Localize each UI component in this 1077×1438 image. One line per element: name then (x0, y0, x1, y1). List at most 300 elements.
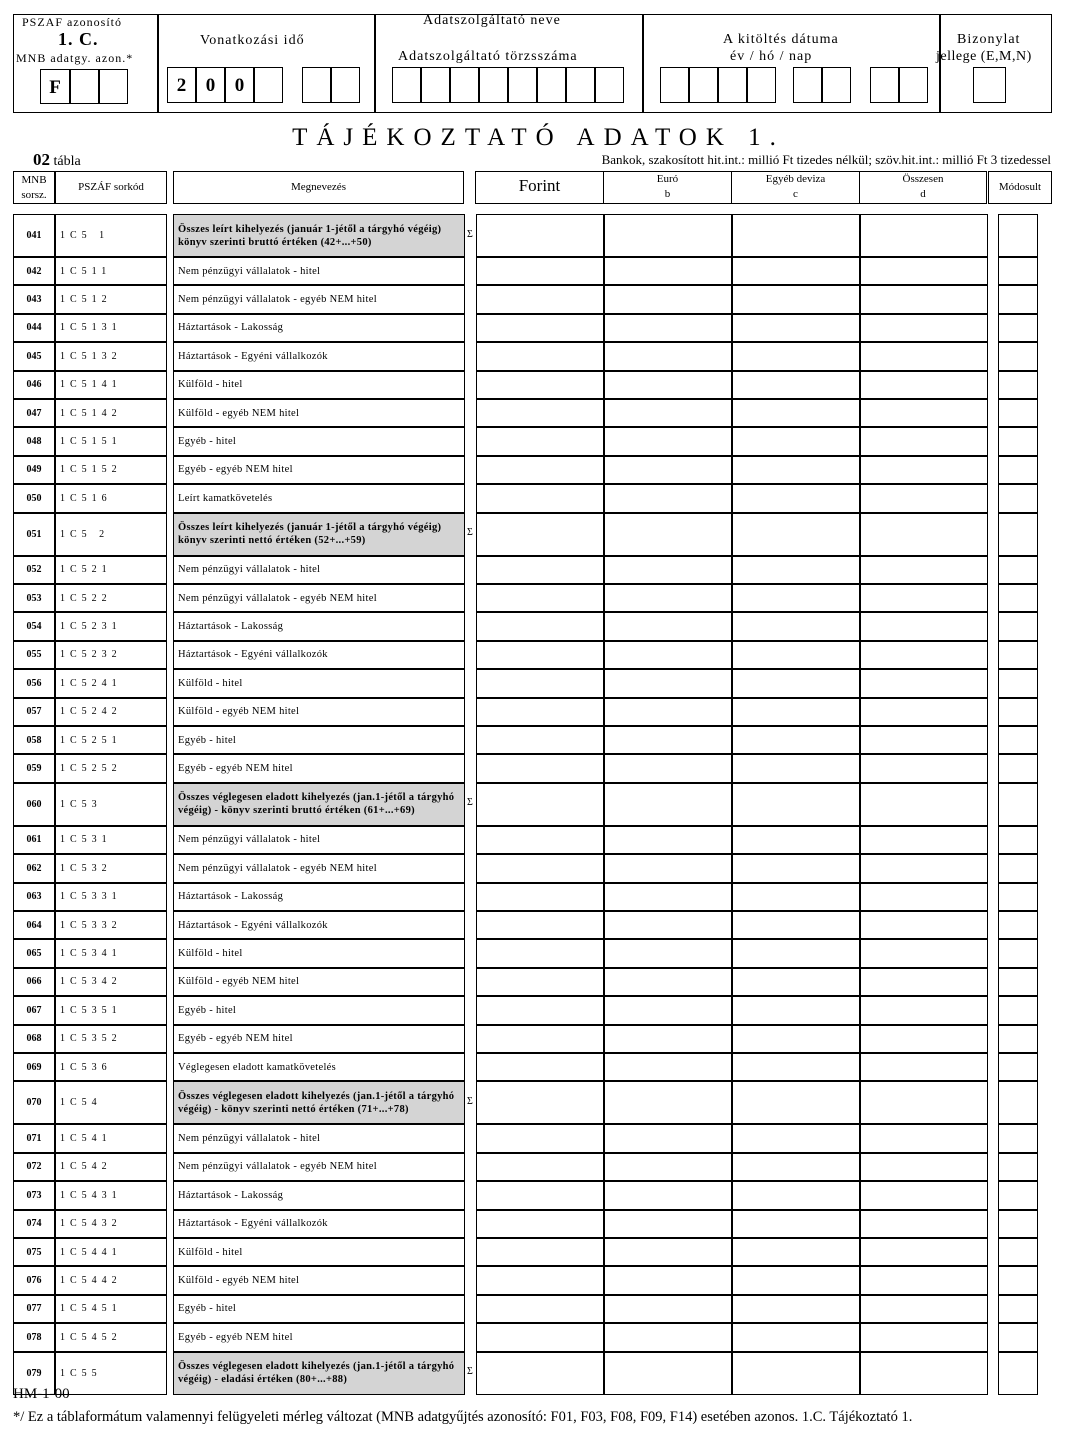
value-cell-other[interactable] (732, 1238, 860, 1266)
modified-cell[interactable] (998, 1025, 1038, 1053)
value-cell-other[interactable] (732, 1266, 860, 1294)
value-cell-euro[interactable] (604, 556, 732, 584)
value-cell-total[interactable] (860, 285, 988, 313)
value-cell-total[interactable] (860, 939, 988, 967)
value-cell-total[interactable] (860, 1238, 988, 1266)
value-cell-total[interactable] (860, 698, 988, 726)
value-cell-forint[interactable] (476, 314, 604, 342)
value-cell-euro[interactable] (604, 513, 732, 556)
value-cell-other[interactable] (732, 1124, 860, 1152)
value-cell-euro[interactable] (604, 911, 732, 939)
value-cell-euro[interactable] (604, 456, 732, 484)
row-pszaf-code: 1C5351 (55, 996, 167, 1024)
modified-cell[interactable] (998, 1124, 1038, 1152)
row-pszaf-code: 1C5342 (55, 968, 167, 996)
value-cell-other[interactable] (732, 669, 860, 697)
modified-cell[interactable] (998, 726, 1038, 754)
modified-cell[interactable] (998, 754, 1038, 782)
value-cell-euro[interactable] (604, 612, 732, 640)
col-header-name: Megnevezés (173, 171, 464, 204)
modified-cell[interactable] (998, 257, 1038, 285)
value-cell-forint[interactable] (476, 371, 604, 399)
row-mnb-number: 053 (13, 584, 55, 612)
value-cell-other[interactable] (732, 1323, 860, 1351)
value-cell-forint[interactable] (476, 1266, 604, 1294)
row-pszaf-code: 1C516 (55, 484, 167, 512)
month-digit-2[interactable] (331, 67, 360, 103)
doc-type-label: Bizonylat (957, 32, 1021, 47)
doc-type-cell[interactable] (973, 67, 1006, 103)
row-name: Külföld - hitel (173, 371, 465, 399)
value-cell-total[interactable] (860, 314, 988, 342)
value-cell-forint[interactable] (476, 399, 604, 427)
row-pszaf-code: 1C536 (55, 1053, 167, 1081)
value-cell-euro[interactable] (604, 641, 732, 669)
modified-cell[interactable] (998, 669, 1038, 697)
value-cell-other[interactable] (732, 1025, 860, 1053)
value-cell-forint[interactable] (476, 996, 604, 1024)
value-cell-total[interactable] (860, 1266, 988, 1294)
modified-cell[interactable] (998, 1266, 1038, 1294)
value-cell-forint[interactable] (476, 1025, 604, 1053)
modified-cell[interactable] (998, 854, 1038, 882)
value-cell-euro[interactable] (604, 726, 732, 754)
table-row (0, 371, 1077, 399)
value-cell-euro[interactable] (604, 783, 732, 826)
table-row (0, 1352, 1077, 1395)
value-cell-other[interactable] (732, 342, 860, 370)
value-cell-other[interactable] (732, 314, 860, 342)
row-mnb-number: 047 (13, 399, 55, 427)
row-pszaf-code: 1C522 (55, 584, 167, 612)
value-cell-other[interactable] (732, 584, 860, 612)
value-cell-total[interactable] (860, 556, 988, 584)
modified-cell[interactable] (998, 556, 1038, 584)
value-cell-other[interactable] (732, 513, 860, 556)
value-cell-euro[interactable] (604, 1025, 732, 1053)
value-cell-euro[interactable] (604, 584, 732, 612)
pszaf-letter-cell[interactable]: F (40, 69, 70, 104)
value-cell-other[interactable] (732, 854, 860, 882)
modified-cell[interactable] (998, 996, 1038, 1024)
value-cell-forint[interactable] (476, 726, 604, 754)
value-cell-euro[interactable] (604, 257, 732, 285)
row-pszaf-code: 1C521 (55, 556, 167, 584)
modified-cell[interactable] (998, 456, 1038, 484)
value-cell-total[interactable] (860, 1323, 988, 1351)
value-cell-other[interactable] (732, 1081, 860, 1124)
modified-cell[interactable] (998, 968, 1038, 996)
value-cell-total[interactable] (860, 911, 988, 939)
value-cell-total[interactable] (860, 1295, 988, 1323)
value-cell-euro[interactable] (604, 1295, 732, 1323)
row-pszaf-code: 1C5432 (55, 1210, 167, 1238)
modified-cell[interactable] (998, 399, 1038, 427)
modified-cell[interactable] (998, 1210, 1038, 1238)
value-cell-euro[interactable] (604, 996, 732, 1024)
value-cell-other[interactable] (732, 698, 860, 726)
value-cell-total[interactable] (860, 612, 988, 640)
provider-reg-digit-1[interactable] (392, 67, 421, 103)
modified-cell[interactable] (998, 342, 1038, 370)
row-mnb-number: 079 (13, 1352, 55, 1395)
row-name: Nem pénzügyi vállalatok - hitel (173, 826, 465, 854)
value-cell-forint[interactable] (476, 1053, 604, 1081)
modified-cell[interactable] (998, 1352, 1038, 1395)
value-cell-euro[interactable] (604, 1210, 732, 1238)
row-pszaf-code: 1C511 (55, 257, 167, 285)
value-cell-total[interactable] (860, 1053, 988, 1081)
value-cell-total[interactable] (860, 1210, 988, 1238)
value-cell-euro[interactable] (604, 1352, 732, 1395)
modified-cell[interactable] (998, 1323, 1038, 1351)
value-cell-total[interactable] (860, 399, 988, 427)
value-cell-euro[interactable] (604, 1266, 732, 1294)
value-cell-forint[interactable] (476, 754, 604, 782)
value-cell-forint[interactable] (476, 285, 604, 313)
provider-reg-digit-6[interactable] (537, 67, 566, 103)
modified-cell[interactable] (998, 513, 1038, 556)
modified-cell[interactable] (998, 427, 1038, 455)
value-cell-forint[interactable] (476, 1238, 604, 1266)
table-label (33, 150, 81, 170)
modified-cell[interactable] (998, 826, 1038, 854)
col-header-other-letter: c (793, 188, 798, 200)
row-name-total: Összes véglegesen eladott kihelyezés (jan.1-jétől a tárgyhó végéig) - eladási értéken (80+...+88) (173, 1352, 465, 1395)
row-pszaf-code: 1C532 (55, 854, 167, 882)
modified-cell[interactable] (998, 641, 1038, 669)
date-year-digit-3[interactable] (718, 67, 747, 103)
value-cell-forint[interactable] (476, 641, 604, 669)
table-row (0, 513, 1077, 556)
row-pszaf-code: 1C5251 (55, 726, 167, 754)
value-cell-other[interactable] (732, 456, 860, 484)
table-row (0, 314, 1077, 342)
modified-cell[interactable] (998, 314, 1038, 342)
value-cell-other[interactable] (732, 214, 860, 257)
value-cell-euro[interactable] (604, 314, 732, 342)
value-cell-total[interactable] (860, 214, 988, 257)
table-row (0, 968, 1077, 996)
value-cell-forint[interactable] (476, 1210, 604, 1238)
value-cell-total[interactable] (860, 1352, 988, 1395)
value-cell-total[interactable] (860, 754, 988, 782)
modified-cell[interactable] (998, 783, 1038, 826)
value-cell-euro[interactable] (604, 1181, 732, 1209)
date-year-digit-2[interactable] (689, 67, 718, 103)
value-cell-forint[interactable] (476, 1081, 604, 1124)
value-cell-euro[interactable] (604, 669, 732, 697)
row-mnb-number: 043 (13, 285, 55, 313)
value-cell-forint[interactable] (476, 939, 604, 967)
col-header-pszaf: PSZÁF sorkód (55, 171, 167, 204)
value-cell-total[interactable] (860, 854, 988, 882)
table-row (0, 257, 1077, 285)
value-cell-euro[interactable] (604, 968, 732, 996)
value-cell-other[interactable] (732, 1053, 860, 1081)
row-name: Leírt kamatkövetelés (173, 484, 465, 512)
value-cell-forint[interactable] (476, 669, 604, 697)
table-row (0, 556, 1077, 584)
provider-reg-digit-4[interactable] (479, 67, 508, 103)
modified-cell[interactable] (998, 214, 1038, 257)
row-name: Külföld - hitel (173, 1238, 465, 1266)
value-cell-euro[interactable] (604, 342, 732, 370)
row-name: Egyéb - egyéb NEM hitel (173, 1025, 465, 1053)
table-row (0, 484, 1077, 512)
table-row (0, 1210, 1077, 1238)
value-cell-euro[interactable] (604, 754, 732, 782)
row-name: Nem pénzügyi vállalatok - egyéb NEM hitel (173, 854, 465, 882)
doc-type-sub-label: jellege (E,M,N) (936, 49, 1032, 64)
value-cell-forint[interactable] (476, 1352, 604, 1395)
row-name: Egyéb - hitel (173, 427, 465, 455)
value-cell-other[interactable] (732, 257, 860, 285)
provider-reg-digit-8[interactable] (595, 67, 624, 103)
value-cell-other[interactable] (732, 1153, 860, 1181)
value-cell-total[interactable] (860, 484, 988, 512)
modified-cell[interactable] (998, 285, 1038, 313)
value-cell-euro[interactable] (604, 1081, 732, 1124)
row-mnb-number: 061 (13, 826, 55, 854)
modified-cell[interactable] (998, 1238, 1038, 1266)
provider-reg-digit-7[interactable] (566, 67, 595, 103)
row-name: Háztartások - Egyéni vállalkozók (173, 911, 465, 939)
modified-cell[interactable] (998, 1053, 1038, 1081)
year-digit-3[interactable]: 0 (225, 67, 254, 103)
value-cell-total[interactable] (860, 883, 988, 911)
value-cell-total[interactable] (860, 726, 988, 754)
sigma-icon: Σ (467, 1095, 473, 1107)
row-pszaf-code: 1C5252 (55, 754, 167, 782)
value-cell-other[interactable] (732, 285, 860, 313)
row-name: Nem pénzügyi vállalatok - egyéb NEM hitel (173, 1153, 465, 1181)
value-cell-total[interactable] (860, 1124, 988, 1152)
value-cell-other[interactable] (732, 783, 860, 826)
value-cell-total[interactable] (860, 584, 988, 612)
modified-cell[interactable] (998, 911, 1038, 939)
date-month-digit-1[interactable] (793, 67, 822, 103)
provider-reg-digit-3[interactable] (450, 67, 479, 103)
value-cell-euro[interactable] (604, 1323, 732, 1351)
value-cell-forint[interactable] (476, 427, 604, 455)
value-cell-euro[interactable] (604, 399, 732, 427)
sigma-icon: Σ (467, 1366, 473, 1378)
modified-cell[interactable] (998, 1181, 1038, 1209)
row-mnb-number: 066 (13, 968, 55, 996)
table-row (0, 584, 1077, 612)
row-name: Nem pénzügyi vállalatok - egyéb NEM hitel (173, 285, 465, 313)
value-cell-forint[interactable] (476, 1124, 604, 1152)
year-digit-1[interactable]: 2 (167, 67, 196, 103)
row-pszaf-code: 1C5232 (55, 641, 167, 669)
pszaf-cell-3[interactable] (99, 69, 128, 104)
row-name: Nem pénzügyi vállalatok - hitel (173, 556, 465, 584)
row-name: Nem pénzügyi vállalatok - hitel (173, 1124, 465, 1152)
year-digit-4[interactable] (254, 67, 283, 103)
value-cell-total[interactable] (860, 1025, 988, 1053)
value-cell-forint[interactable] (476, 484, 604, 512)
value-cell-other[interactable] (732, 911, 860, 939)
value-cell-total[interactable] (860, 257, 988, 285)
modified-cell[interactable] (998, 371, 1038, 399)
modified-cell[interactable] (998, 698, 1038, 726)
value-cell-euro[interactable] (604, 698, 732, 726)
value-cell-euro[interactable] (604, 939, 732, 967)
row-mnb-number: 058 (13, 726, 55, 754)
value-cell-total[interactable] (860, 669, 988, 697)
value-cell-other[interactable] (732, 612, 860, 640)
value-cell-forint[interactable] (476, 556, 604, 584)
date-day-digit-2[interactable] (899, 67, 928, 103)
value-cell-euro[interactable] (604, 214, 732, 257)
value-cell-forint[interactable] (476, 456, 604, 484)
row-mnb-number: 064 (13, 911, 55, 939)
table-row (0, 783, 1077, 826)
date-year-digit-4[interactable] (747, 67, 776, 103)
row-mnb-number: 074 (13, 1210, 55, 1238)
value-cell-forint[interactable] (476, 1323, 604, 1351)
row-mnb-number: 050 (13, 484, 55, 512)
modified-cell[interactable] (998, 1153, 1038, 1181)
value-cell-total[interactable] (860, 371, 988, 399)
row-pszaf-code: 1C5131 (55, 314, 167, 342)
value-cell-euro[interactable] (604, 1053, 732, 1081)
value-cell-other[interactable] (732, 556, 860, 584)
value-cell-euro[interactable] (604, 854, 732, 882)
pszaf-cell-2[interactable] (70, 69, 99, 104)
value-cell-other[interactable] (732, 726, 860, 754)
value-cell-other[interactable] (732, 641, 860, 669)
value-cell-other[interactable] (732, 1352, 860, 1395)
value-cell-other[interactable] (732, 1210, 860, 1238)
value-cell-euro[interactable] (604, 826, 732, 854)
value-cell-other[interactable] (732, 371, 860, 399)
value-cell-total[interactable] (860, 996, 988, 1024)
table-row (0, 342, 1077, 370)
value-cell-forint[interactable] (476, 911, 604, 939)
value-cell-forint[interactable] (476, 883, 604, 911)
year-digit-2[interactable]: 0 (196, 67, 225, 103)
value-cell-euro[interactable] (604, 285, 732, 313)
value-cell-forint[interactable] (476, 342, 604, 370)
value-cell-forint[interactable] (476, 513, 604, 556)
row-name: Háztartások - Lakosság (173, 1181, 465, 1209)
value-cell-total[interactable] (860, 1181, 988, 1209)
value-cell-forint[interactable] (476, 257, 604, 285)
form-id: HM-1-00 (13, 1386, 70, 1402)
value-cell-forint[interactable] (476, 214, 604, 257)
value-cell-other[interactable] (732, 939, 860, 967)
col-header-total-label: Összesen (902, 173, 944, 185)
value-cell-euro[interactable] (604, 427, 732, 455)
value-cell-forint[interactable] (476, 1181, 604, 1209)
modified-cell[interactable] (998, 883, 1038, 911)
modified-cell[interactable] (998, 1081, 1038, 1124)
value-cell-other[interactable] (732, 968, 860, 996)
value-cell-euro[interactable] (604, 883, 732, 911)
modified-cell[interactable] (998, 584, 1038, 612)
month-digit-1[interactable] (302, 67, 331, 103)
value-cell-forint[interactable] (476, 612, 604, 640)
value-cell-forint[interactable] (476, 854, 604, 882)
date-day-digit-1[interactable] (870, 67, 899, 103)
row-name: Háztartások - Lakosság (173, 883, 465, 911)
value-cell-euro[interactable] (604, 371, 732, 399)
value-cell-euro[interactable] (604, 1124, 732, 1152)
value-cell-total[interactable] (860, 1081, 988, 1124)
value-cell-other[interactable] (732, 1295, 860, 1323)
row-pszaf-code: 1C5242 (55, 698, 167, 726)
modified-cell[interactable] (998, 939, 1038, 967)
row-name: Egyéb - hitel (173, 996, 465, 1024)
value-cell-other[interactable] (732, 427, 860, 455)
value-cell-total[interactable] (860, 783, 988, 826)
row-name: Egyéb - egyéb NEM hitel (173, 754, 465, 782)
value-cell-forint[interactable] (476, 698, 604, 726)
value-cell-forint[interactable] (476, 826, 604, 854)
table-row (0, 641, 1077, 669)
row-mnb-number: 071 (13, 1124, 55, 1152)
value-cell-euro[interactable] (604, 1153, 732, 1181)
value-cell-total[interactable] (860, 641, 988, 669)
row-name: Háztartások - Egyéni vállalkozók (173, 342, 465, 370)
row-pszaf-code: 1C5451 (55, 1295, 167, 1323)
value-cell-forint[interactable] (476, 1153, 604, 1181)
provider-reg-digit-5[interactable] (508, 67, 537, 103)
modified-cell[interactable] (998, 484, 1038, 512)
value-cell-total[interactable] (860, 456, 988, 484)
value-cell-total[interactable] (860, 427, 988, 455)
modified-cell[interactable] (998, 1295, 1038, 1323)
value-cell-forint[interactable] (476, 783, 604, 826)
row-mnb-number: 062 (13, 854, 55, 882)
value-cell-total[interactable] (860, 513, 988, 556)
value-cell-forint[interactable] (476, 584, 604, 612)
value-cell-other[interactable] (732, 883, 860, 911)
row-pszaf-code: 1C5231 (55, 612, 167, 640)
row-pszaf-code: 1C5 2 (55, 513, 167, 556)
value-cell-total[interactable] (860, 1153, 988, 1181)
value-cell-euro[interactable] (604, 1238, 732, 1266)
date-year-digit-1[interactable] (660, 67, 689, 103)
value-cell-other[interactable] (732, 484, 860, 512)
provider-reg-digit-2[interactable] (421, 67, 450, 103)
modified-cell[interactable] (998, 612, 1038, 640)
row-mnb-number: 069 (13, 1053, 55, 1081)
value-cell-total[interactable] (860, 968, 988, 996)
value-cell-forint[interactable] (476, 968, 604, 996)
col-header-forint: Forint (475, 171, 604, 204)
value-cell-other[interactable] (732, 754, 860, 782)
date-month-digit-2[interactable] (822, 67, 851, 103)
value-cell-euro[interactable] (604, 484, 732, 512)
row-mnb-number: 044 (13, 314, 55, 342)
value-cell-total[interactable] (860, 342, 988, 370)
value-cell-total[interactable] (860, 826, 988, 854)
value-cell-other[interactable] (732, 1181, 860, 1209)
table-row (0, 754, 1077, 782)
value-cell-other[interactable] (732, 399, 860, 427)
value-cell-forint[interactable] (476, 1295, 604, 1323)
row-mnb-number: 073 (13, 1181, 55, 1209)
table-row (0, 214, 1077, 257)
row-name: Nem pénzügyi vállalatok - egyéb NEM hitel (173, 584, 465, 612)
col-header-modified: Módosult (988, 171, 1052, 204)
value-cell-other[interactable] (732, 826, 860, 854)
row-pszaf-code: 1C5 1 (55, 214, 167, 257)
value-cell-other[interactable] (732, 996, 860, 1024)
